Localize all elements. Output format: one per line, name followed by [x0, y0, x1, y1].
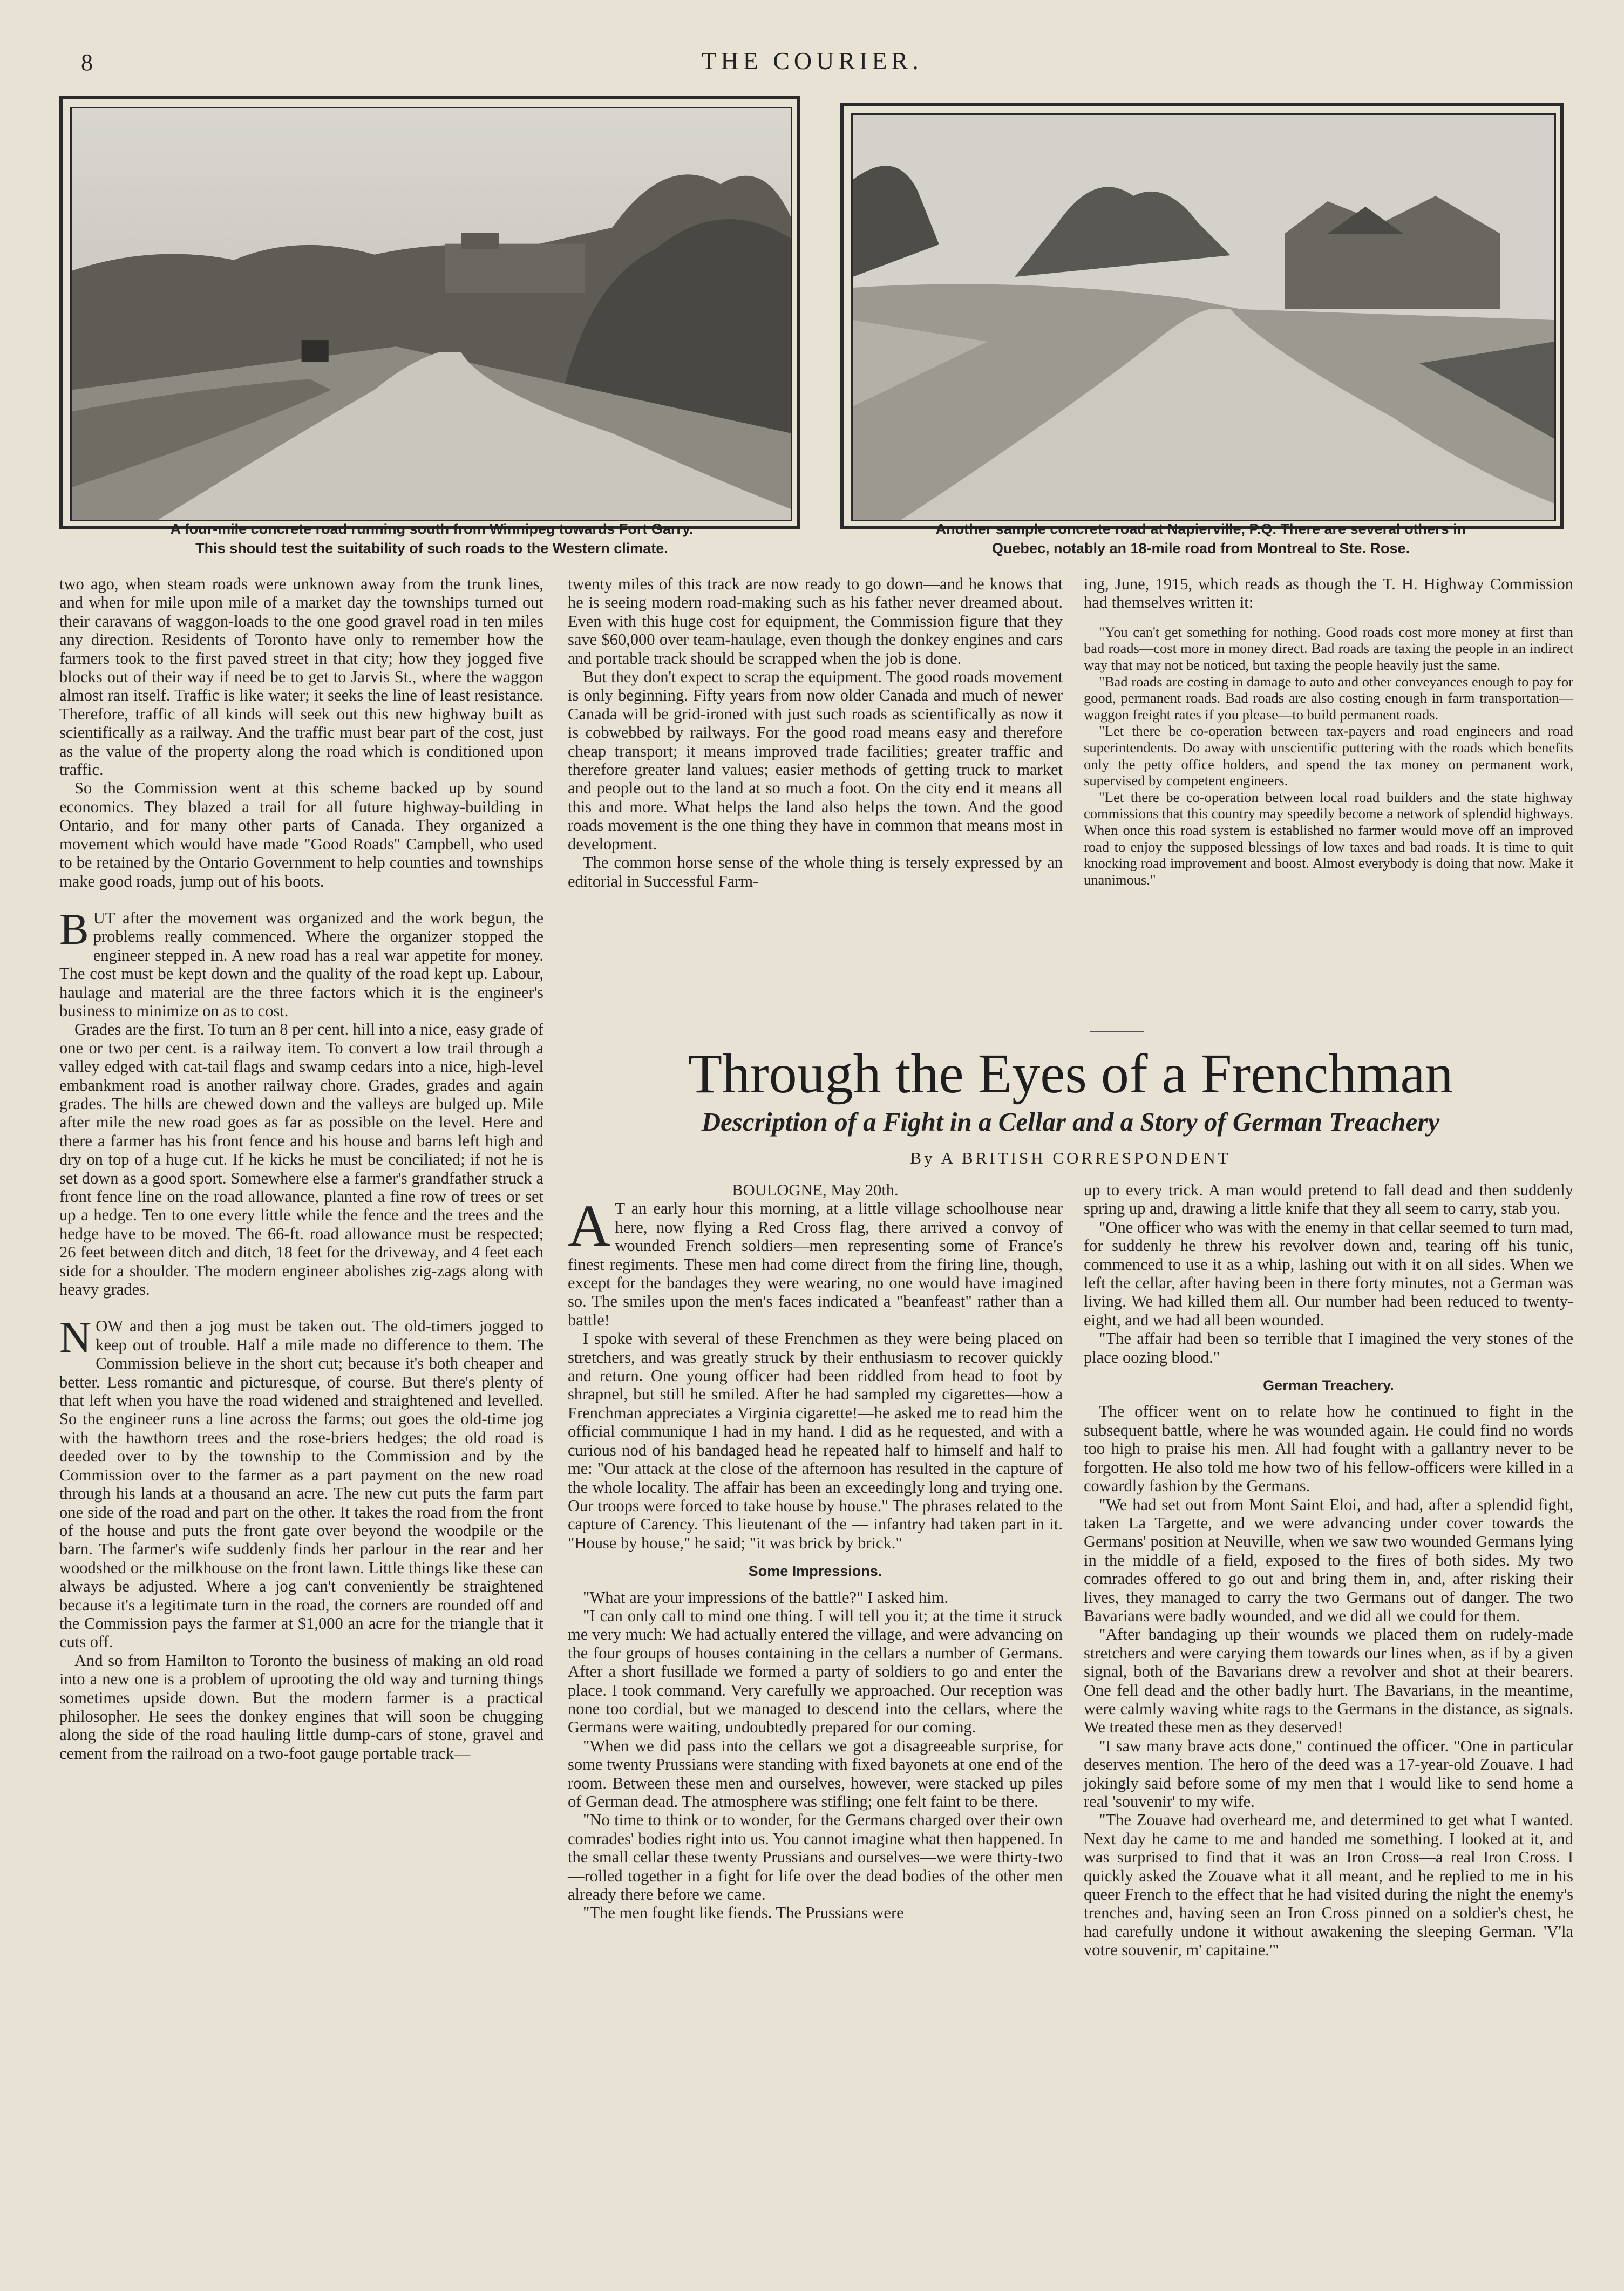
caption-1-line-2: This should test the suitability of such roads to the Western climate.	[195, 540, 668, 556]
photo-caption-1	[54, 519, 810, 558]
photo-winnipeg-road	[59, 96, 800, 529]
roads-paragraph: OW and then a jog must be taken out. The old-timers jogged to keep out of trouble. Half a mile made no difference to them. The Commission believe in the short cut; because it's both cheaper and better. Less romantic and picturesque, of course. But there's plenty of that left when you have the road widened and straightened and levelled. So the engineer runs a line across the farms; out goes the old-time jog with the hawthorn trees and the rose-briers hedges; the old road is deeded over to by the township to the Commission and by the Commission over to the farmer as a part payment on the new road through his lands at a thousand an acre. The new cut puts the farm part one side of the road and part on the other. It takes the road from the front of the house and puts the front gate over beyond the woodpile or the barn. The farmer's wife suddenly finds her parlour in the rear and her woodshed or the milkhouse on the front lawn. Little things like these can always be adjusted. Where a jog can't conveniently be straightened because it's a legitimate turn in the road, the corners are rounded off and the Commission pays the farmer at $1,000 an acre for the triangle that it cuts off.	[59, 1317, 543, 1651]
page-number: 8	[81, 49, 93, 76]
french-paragraph: "I can only call to mind one thing. I will tell you it; at the time it struck me very much: We had actually entered the village, and were advancing on the four groups of houses containing in the cellars a number of Germans. After a short fusillade we formed a party of soldiers to go and enter the place. I took command. Very carefully we approached. Our reception was none too cordial, but we managed to descend into the cellars, where the Germans were waiting, undoubtedly prepared for our coming.	[568, 1606, 1063, 1737]
roads-paragraph: The common horse sense of the whole thing is tersely expressed by an editorial in Successful Farm-	[568, 853, 1063, 890]
article-subheadline: Description of a Fight in a Cellar and a Story of German Treachery	[701, 1107, 1440, 1137]
article-byline: By A BRITISH CORRESPONDENT	[910, 1148, 1231, 1167]
drop-cap: N	[59, 1313, 92, 1362]
photo-caption-2	[828, 519, 1573, 558]
french-paragraph: "When we did pass into the cellars we got a disagreeable surprise, for some twenty Prussians were standing with fixed bayonets at one end of the room. Between these men and ourselves, however, were stacked up piles of German dead. The atmosphere was stifling; one felt faint to be there.	[568, 1736, 1063, 1811]
french-paragraph: "The Zouave had overheard me, and determined to get what I wanted. Next day he came to me and handed me something. I looked at it, and was surprised to find that it was an Iron Cross—a real Iron Cross. I quickly asked the Zouave what it all meant, and he replied to me in his queer French to the effect that he had visited during the night the enemy's trenches and, having seen an Iron Cross pinned on a soldier's chest, he had carefully undone it without awakening the sleeping German. 'V'la votre souvenir, m' capitaine.'"	[1084, 1811, 1573, 1960]
section-heading: German Treachery.	[1263, 1377, 1394, 1394]
french-paragraph: T an early hour this morning, at a little village schoolhouse near here, now flying a Red Cross flag, there arrived a convoy of wounded French soldiers—men representing some of France's finest regiments. These men had come direct from the firing line, though, except for the bandages they were wearing, no one would have imagined so. The smiles upon the men's faces indicated a "beanfeast" rather than a battle!	[568, 1199, 1063, 1329]
french-paragraph: "After bandaging up their wounds we placed them on rudely-made stretchers and were carying them towards our lines when, as if by a given signal, both of the Bavarians drew a revolver and shot at their bearers. One fell dead and the other badly hurt. The Bavarians, in the meantime, were calmly waving white rags to the Germans in the distance, as signals. We treated these men as they deserved!	[1084, 1625, 1573, 1737]
drop-cap: B	[59, 904, 89, 954]
french-paragraph: "We had set out from Mont Saint Eloi, and had, after a splendid fight, taken La Targette, and we were advancing under cover towards the Germans' position at Neuville, when we saw two wounded Germans lying in the middle of a field, exposed to the fires of both sides. My two comrades offered to go out and bring them in, and, after risking their lives, they managed to carry the two Germans out of danger. The two Bavarians were badly wounded, and we did all we could for them.	[1084, 1495, 1573, 1625]
caption-1-line-1: A four-mile concrete road running south from Winnipeg towards Fort Garry.	[170, 521, 694, 537]
french-paragraph: "What are your impressions of the battle?" I asked him.	[583, 1588, 949, 1607]
section-heading: Some Impressions.	[748, 1563, 882, 1580]
editorial-quote: "You can't get something for nothing. Good roads cost more money at first than bad roads—cost more in money direct. Bad roads are taxing the people in an indirect way that may not be noticed, but taxing the people heavily just the same.	[1084, 623, 1573, 673]
editorial-quote: "Bad roads are costing in damage to auto and other conveyances enough to pay for good, permanent roads. Bad roads are also costing enough in farm transportation—waggon freight rates if you please—to build permanent roads.	[1084, 673, 1573, 723]
french-column-2	[1084, 1181, 1573, 1960]
roads-paragraph: ing, June, 1915, which reads as though the T. H. Highway Commission had themselves written it:	[1084, 575, 1573, 612]
editorial-quote: "Let there be co-operation between local road builders and the state highway commissions that this country may speedily become a network of splendid highways. When once this road system is established no farmer would move off an improved road to enjoy the supposed blessings of low taxes and bad roads. It is time to quit knocking road improvement and boost. Almost everybody is doing that now. Make it unanimous."	[1084, 788, 1573, 888]
roads-paragraph: Grades are the first. To turn an 8 per cent. hill into a nice, easy grade of one or two per cent. is a railway item. To convert a low trail through a valley edged with cat-tail flags and swamp cedars into a nice, high-level embankment road is another railway chore. Grades, grades and again grades. The hills are chewed down and the valleys are bulged up. Mile after mile the new road goes as far as possible on the level. Here and there a farmer has his front fence and his house and barns left high and dry on top of a huge cut. If he kicks he must be conciliated; if not he is set down as a good sport. Somewhere else a farmer's grandfather struck a front fence line on the road allowance, planted a fine row of trees or set up a hedge. Ten to one every little while the fence and the trees and the hedge have to be moved. The 66-ft. road allowance must be respected; 26 feet between ditch and ditch, 18 feet for the driveway, and 4 feet each side for a shoulder. The modern engineer abolishes zig-zags along with heavy grades.	[59, 1020, 543, 1299]
caption-2-line-2: Quebec, notably an 18-mile road from Montreal to Ste. Rose.	[991, 540, 1410, 556]
article-headline: Through the Eyes of a Frenchman	[688, 1043, 1453, 1105]
french-paragraph: The officer went on to relate how he continued to fight in the subsequent battle, where he was wounded again. He could find no words too high to praise his men. All had fought with a gallantry never to be forgotten. He also told me how two of his fellow-officers were killed in a cowardly fashion by the Germans.	[1084, 1402, 1573, 1495]
road-photo-2	[853, 115, 1554, 520]
roads-paragraph: But they don't expect to scrap the equipment. The good roads movement is only beginning. Fifty years from now older Canada and much of newer Canada will be grid-ironed with just such roads as scientifically as now it is cobwebbed by railways. For the good road means easy and therefore cheap transport; it means improved trade facilities; greater traffic and therefore greater land values; easier methods of getting truck to market and people out to the land at so much a foot. On the city end it means all this and more. What helps the land also helps the town. And the good roads movement is the one thing they have in common that means most in development.	[568, 668, 1063, 853]
roads-paragraph: And so from Hamilton to Toronto the business of making an old road into a new one is a problem of uprooting the old way and turning things sometimes upside down. But the modern farmer is a practical philosopher. He sees the donkey engines that will soon be chugging along the side of the road hauling little dump-cars of stone, gravel and cement from the railroad on a two-foot gauge portable track—	[59, 1651, 543, 1763]
french-paragraph: "I saw many brave acts done," continued the officer. "One in particular deserves mention. The hero of the deed was a 17-year-old Zouave. I had jokingly said before some of my men that I would like to send home a real 'souvenir' to my wife.	[1084, 1736, 1573, 1811]
french-column-1	[568, 1181, 1063, 1922]
roads-column-2	[568, 575, 1063, 890]
french-paragraph: I spoke with several of these Frenchmen as they were being placed on stretchers, and was greatly struck by their enthusiasm to recover quickly and return. One young officer had been riddled from head to foot by shrapnel, but still he smiled. After he had sampled my cigarettes—how a Frenchman appreciates a Virginia cigarette!—he asked me to read him the official communique I had in my hand. I did as he requested, and with a curious nod of his bandaged head he repeated half to himself and half to me: "Our attack at the close of the afternoon has resulted in the capture of the whole locality. The affair has been an exceedingly long and trying one. Our troops were forced to take house by house." The phrases related to the capture of Carency. This lieutenant of the — infantry had taken part in it. "House by house," he said; "it was brick by brick."	[568, 1329, 1063, 1552]
photo-napierville-road	[840, 103, 1564, 529]
publication-title: THE COURIER.	[701, 47, 923, 74]
french-paragraph: up to every trick. A man would pretend to fall dead and then suddenly spring up and, drawing a little knife that they all seem to carry, stab you.	[1084, 1181, 1573, 1218]
dateline: BOULOGNE, May 20th.	[732, 1181, 899, 1199]
roads-paragraph: two ago, when steam roads were unknown away from the trunk lines, and when for mile upon mile of a market day the townships turned out their caravans of waggon-loads to the one good gravel road in ten miles any direction. Residents of Toronto have only to remember how the farmers took to the first paved street in that city; how they jogged five blocks out of their way if need be to get to Jarvis St., where the waggon almost ran itself. Traffic is like water; it seeks the line of least resistance. Therefore, traffic of all kinds will seek out this new highway built as scientifically as a railway. And the traffic must bear part of the cost, just as the value of the property along the road which is conditioned upon traffic.	[59, 575, 543, 779]
drop-cap: A	[568, 1193, 611, 1259]
roads-paragraph: UT after the movement was organized and the work begun, the problems really commenced. Where the organizer stopped the engineer stepped in. A new road has a real war appetite for money. The cost must be kept down and the quality of the road kept up. Labour, haulage and material are the three factors which it is the engineer's business to minimize on as to cost.	[59, 908, 543, 1020]
french-paragraph: "The affair had been so terrible that I imagined the very stones of the place oozing blood."	[1084, 1329, 1573, 1367]
article-divider	[1090, 1031, 1144, 1032]
roads-paragraph: So the Commission went at this scheme backed up by sound economics. They blazed a trail for all future highway-building in Ontario, and for many other parts of Canada. They organized a movement which would have made "Good Roads" Campbell, who used to be retained by the Ontario Government to help counties and townships make good roads, jump out of his boots.	[59, 779, 543, 890]
french-paragraph: "One officer who was with the enemy in that cellar seemed to turn mad, for suddenly he threw his revolver down and, tearing off his tunic, commenced to use it as a whip, lashing out with it on all sides. When we left the cellar, after having been in there forty minutes, not a German was living. We had killed them all. Our number had been reduced to twenty-eight, and we had all been wounded.	[1084, 1218, 1573, 1329]
caption-2-line-1: Another sample concrete road at Napierville, P.Q. There are several others in	[935, 521, 1466, 537]
roads-paragraph: twenty miles of this track are now ready to go down—and he knows that he is seeing modern road-making such as his father never dreamed about. Even with this huge cost for equipment, the Commission figure that they save $60,000 over team-haulage, even though the donkey engines and cars and portable track should be scrapped when the job is done.	[568, 575, 1063, 668]
roads-column-3	[1084, 575, 1573, 888]
editorial-quote: "Let there be co-operation between tax-payers and road engineers and road superintendents. Do away with unscientific puttering with the roads which benefits only the petty office holders, and spend the tax money on permanent work, supervised by competent engineers.	[1084, 723, 1573, 789]
road-photo-1	[72, 108, 791, 520]
french-paragraph: "The men fought like fiends. The Prussians were	[583, 1903, 904, 1922]
roads-column-1	[59, 575, 543, 1763]
french-paragraph: "No time to think or to wonder, for the Germans charged over their own comrades' bodies right into us. You cannot imagine what then happened. In the small cellar these twenty Prussians and ourselves—we were thirty-two—rolled together in a fight for life over the dead bodies of the other men already there before we came.	[568, 1811, 1063, 1904]
